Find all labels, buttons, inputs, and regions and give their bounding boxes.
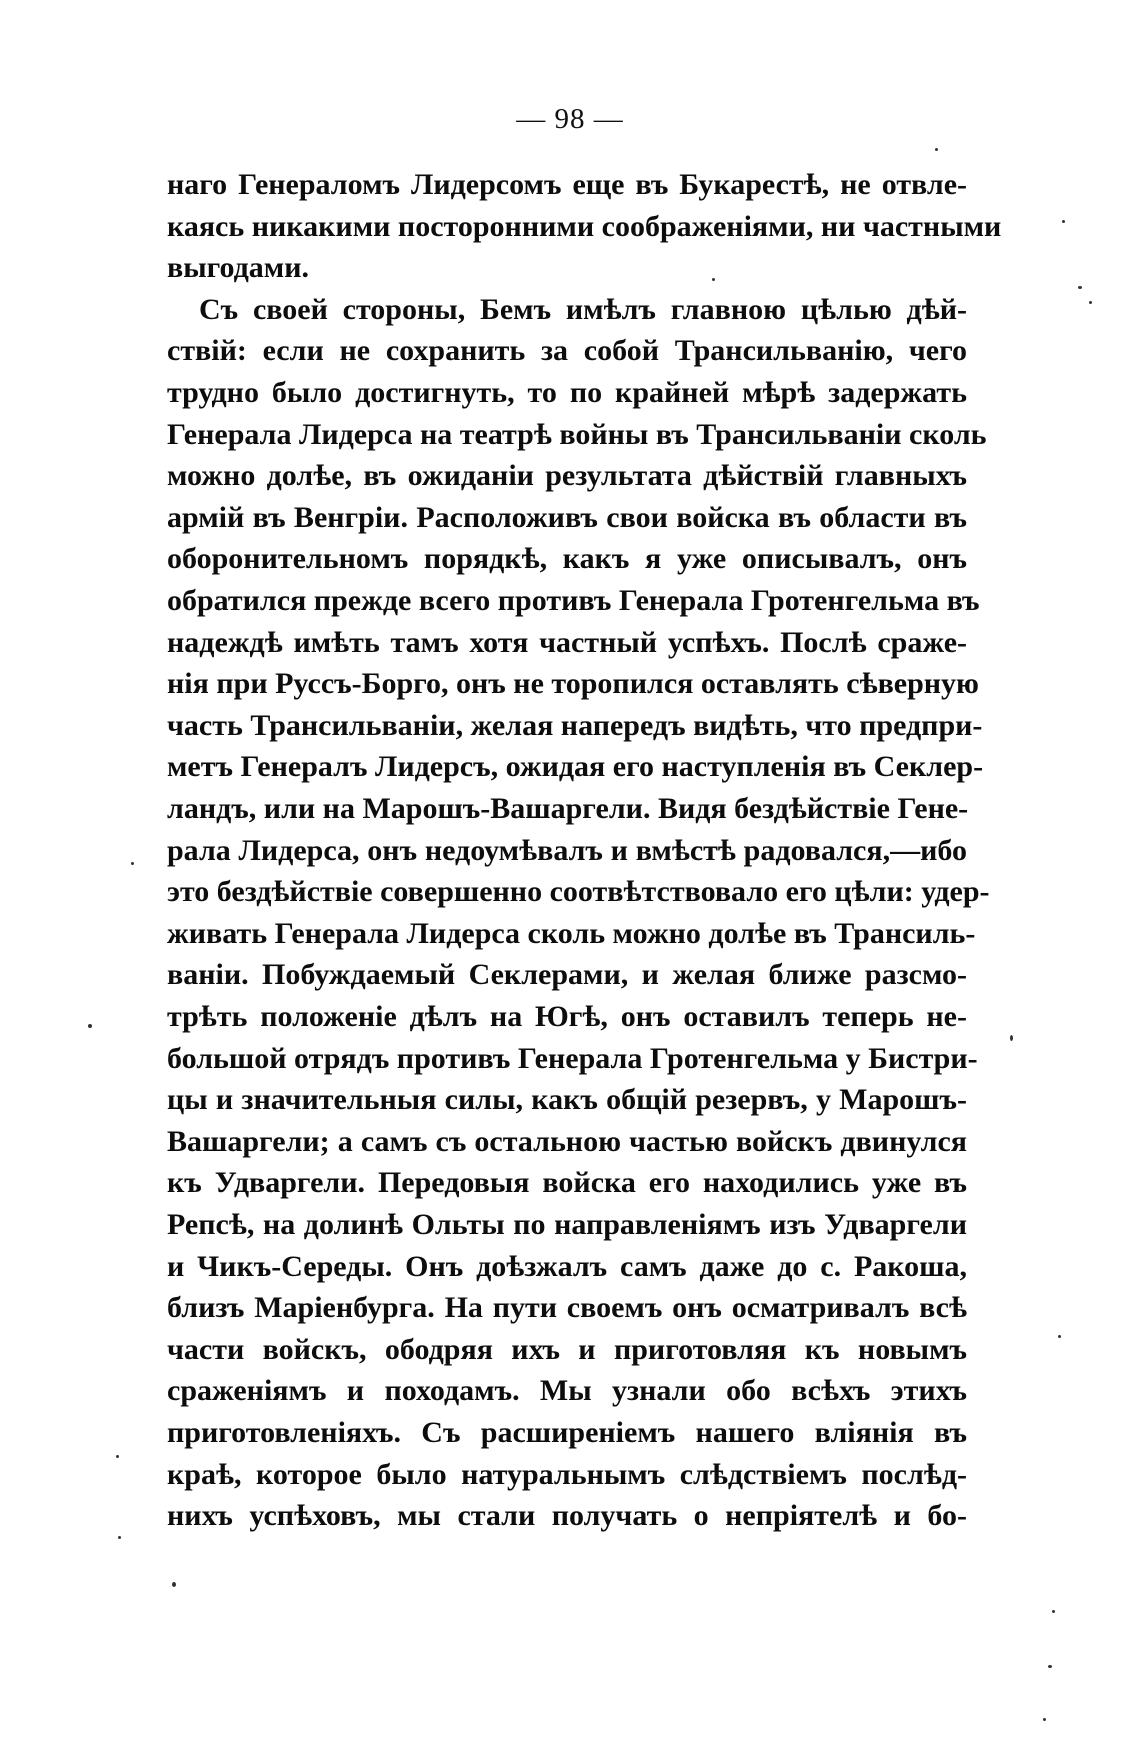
text-line: близъ Маріенбурга. На пути своемъ онъ осматривалъ всѣ: [167, 1291, 967, 1325]
text-line: краѣ, которое было натуральнымъ слѣдствіемъ послѣд-: [167, 1457, 967, 1491]
text-line: [167, 1537, 967, 1579]
text-line: наго Генераломъ Лидерсомъ еще въ Букарестѣ, не отвле-: [167, 168, 967, 201]
text-line: оборонительномъ порядкѣ, какъ я уже описывалъ, онъ: [167, 542, 967, 576]
text-line: ландъ, или на Марошъ-Вашаргели. Видя бездѣйствіе Гене-: [167, 792, 969, 825]
text-line: цы и значительныя силы, какъ общій резервъ, у Марошъ-: [167, 1083, 967, 1117]
scan-speck: [131, 862, 134, 865]
text-line: живать Генерала Лидерса сколь можно долѣе въ Трансиль-: [167, 916, 976, 950]
text-line: метъ Генералъ Лидерсъ, ожидая его наступленія въ Секлер-: [167, 750, 984, 784]
text-line: армій въ Венгріи. Расположивъ свои войска въ области въ: [167, 500, 967, 534]
text-line: большой отрядъ противъ Генерала Гротенгельма у Бистри-: [167, 1041, 978, 1075]
text-line: Съ своей стороны, Бемъ имѣлъ главною цѣлью дѣй-: [199, 292, 967, 326]
scan-speck: [935, 148, 938, 151]
scan-speck: [1078, 286, 1082, 289]
text-line: можно долѣе, въ ожиданіи результата дѣйствій главныхъ: [167, 459, 967, 493]
scan-speck: [116, 1455, 119, 1458]
scan-speck: [712, 278, 715, 281]
text-line: трудно было достигнуть, то по крайней мѣрѣ задержать: [167, 376, 967, 409]
text-line: ствій: если не сохранить за собой Трансильванію, чего: [167, 334, 967, 368]
text-line: часть Трансильваніи, желая напередъ видѣть, что предпри-: [167, 708, 983, 742]
scan-speck: [1010, 1035, 1013, 1041]
scan-speck: [1052, 1610, 1055, 1613]
text-line: къ Удваргели. Передовыя войска его находились уже въ: [167, 1166, 967, 1200]
scan-speck: [1048, 1665, 1052, 1668]
text-line: надеждѣ имѣть тамъ хотя частный успѣхъ. Послѣ сраже-: [167, 625, 967, 659]
scan-speck: [1043, 1718, 1046, 1721]
text-line: нія при Руссъ-Борго, онъ не торопился оставлять сѣверную: [167, 667, 979, 701]
text-line: ваніи. Побуждаемый Секлерами, и желая ближе разсмо-: [167, 958, 967, 992]
scan-speck: [1058, 1335, 1061, 1338]
scan-speck: [1062, 220, 1065, 223]
text-line: каясь никакими посторонними соображеніями, ни частными: [167, 209, 1002, 243]
text-line: рала Лидерса, онъ недоумѣвалъ и вмѣстѣ радовался,—ибо: [167, 833, 967, 867]
text-line: трѣть положеніе дѣлъ на Югѣ, онъ оставилъ теперь не-: [167, 1000, 967, 1033]
scan-speck: [1089, 301, 1092, 304]
page-number: — 98 —: [516, 103, 624, 135]
text-line: сраженіямъ и походамъ. Мы узнали обо всѣхъ этихъ: [167, 1374, 967, 1408]
text-line: обратился прежде всего противъ Генерала Гротенгельма въ: [167, 584, 980, 617]
text-line: Репсѣ, на долинѣ Ольты по направленіямъ изъ Удваргели: [167, 1208, 967, 1241]
text-line: и Чикъ-Середы. Онъ доѣзжалъ самъ даже до с. Ракоша,: [167, 1249, 967, 1283]
text-line: Генерала Лидерса на театрѣ войны въ Трансильваніи сколь: [167, 417, 987, 451]
text-line: части войскъ, ободряя ихъ и приготовляя къ новымъ: [167, 1332, 967, 1366]
scan-speck: [118, 1536, 121, 1539]
text-line: приготовленіяхъ. Съ расширеніемъ нашего вліянія въ: [167, 1416, 967, 1449]
text-line: это бездѣйствіе совершенно соотвѣтствовало его цѣли: удер-: [167, 875, 990, 909]
text-line: выгодами.: [167, 251, 310, 285]
scan-speck: [88, 1024, 92, 1028]
scan-speck: [172, 1582, 176, 1587]
text-line: нихъ успѣховъ, мы стали получать о непріятелѣ и бо-: [167, 1499, 967, 1533]
text-line: Вашаргели; а самъ съ остальною частью войскъ двинулся: [167, 1124, 967, 1158]
